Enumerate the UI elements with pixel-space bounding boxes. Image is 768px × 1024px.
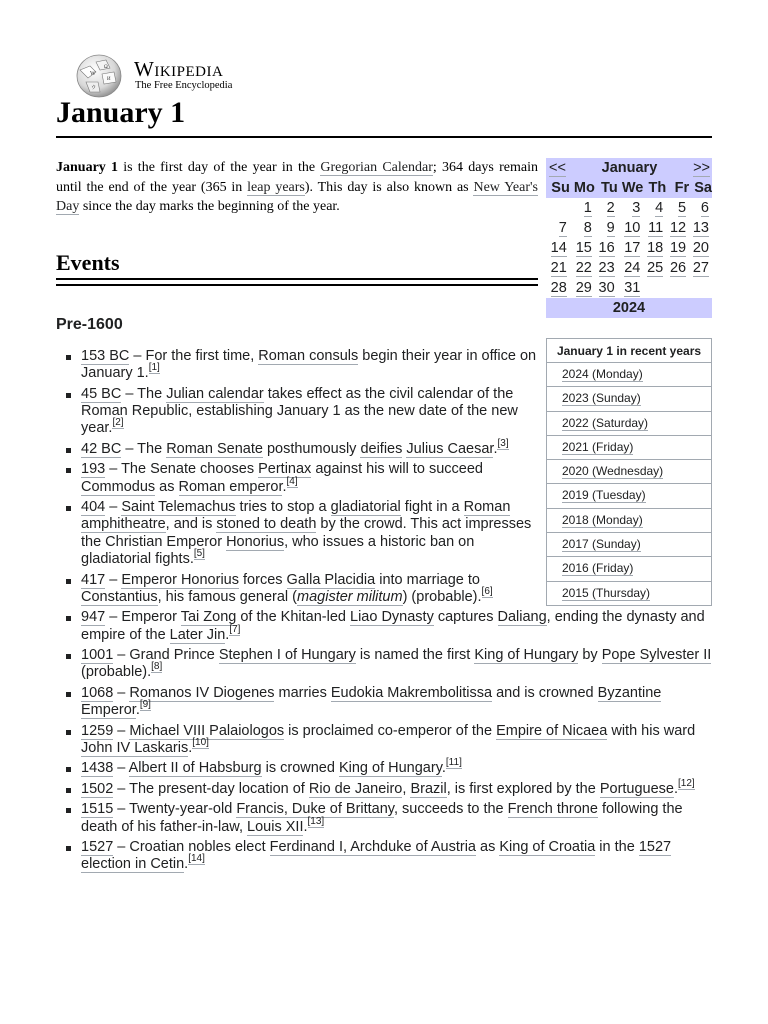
calendar-day[interactable]: [666, 218, 689, 238]
citation-link[interactable]: [7]: [229, 623, 241, 635]
calendar-year-row: [546, 298, 712, 318]
citation-link[interactable]: [1]: [148, 362, 160, 374]
event-item: [56, 348, 541, 383]
recent-year-link[interactable]: 2017 (Sunday): [562, 537, 641, 552]
event-item: [56, 777, 712, 798]
calendar-day[interactable]: [689, 218, 712, 238]
citation-link[interactable]: [10]: [192, 736, 209, 748]
event-text: 404 – Saint Telemachus tries to stop a gladiatorial fight in a Roman amphitheatre, and is stoned to death by the crowd. This act impresses the Christian Emperor Honorius, who issues a historic ban on gladiatorial fights.[5]: [81, 499, 532, 568]
day-link[interactable]: 30: [598, 280, 615, 296]
svg-text:И: И: [107, 77, 111, 82]
page-title: January 1: [56, 96, 186, 129]
article-link[interactable]: Stephen I of Hungary: [218, 647, 356, 664]
article-link[interactable]: Later Jin: [169, 626, 226, 643]
intro-text-2: ; 364 days remain until the end of the year (365 in: [56, 160, 538, 195]
article-link[interactable]: King of Croatia: [499, 839, 596, 856]
article-link[interactable]: 1527 election in Cetin: [81, 839, 672, 873]
title-divider: [56, 136, 712, 138]
svg-text:Ω: Ω: [104, 65, 108, 70]
article-link[interactable]: Roman amphitheatre: [81, 499, 511, 533]
weekday-label: Sa: [689, 178, 712, 198]
article-link[interactable]: 404: [81, 499, 106, 516]
calendar-next-month-link[interactable]: [689, 158, 712, 178]
events-heading: Events: [56, 250, 120, 275]
calendar-day[interactable]: [689, 258, 712, 278]
calendar-weekday-row: [546, 178, 712, 198]
calendar-year-link[interactable]: 2024: [546, 298, 712, 318]
weekday-label: Su: [546, 178, 570, 198]
article-link[interactable]: 1068: [81, 684, 114, 701]
article-link[interactable]: Julian calendar: [166, 385, 264, 402]
calendar-day[interactable]: [666, 258, 689, 278]
article-link[interactable]: 1001: [81, 647, 114, 664]
calendar-week: [546, 218, 712, 238]
article-link[interactable]: Constantius: [81, 588, 158, 605]
calendar-prev-month-link[interactable]: [546, 158, 570, 178]
calendar-day[interactable]: [689, 238, 712, 258]
day-link[interactable]: 15: [575, 240, 592, 256]
month-link[interactable]: January: [601, 160, 658, 176]
article-link[interactable]: Louis XII: [247, 818, 304, 835]
event-text: 153 BC – For the first time, Roman consuls begin their year in office on January 1.[1]: [81, 348, 537, 382]
calendar-day: [666, 278, 689, 298]
article-link[interactable]: 193: [81, 461, 106, 478]
day-link[interactable]: 23: [598, 260, 615, 276]
bullet-icon: [66, 788, 71, 793]
day-link[interactable]: 7: [558, 220, 567, 236]
article-link[interactable]: Empire of Nicaea: [496, 722, 608, 739]
bullet-icon: [66, 616, 71, 621]
event-item: [56, 839, 712, 874]
article-link[interactable]: Albert II of Habsburg: [128, 760, 262, 777]
day-link[interactable]: 11: [648, 220, 664, 236]
event-text: 1068 – Romanos IV Diogenes marries Eudokia Makrembolitissa and is crowned Byzantine Emperor.[9]: [81, 684, 662, 719]
day-link[interactable]: 5: [678, 200, 687, 216]
month-calendar: [546, 158, 712, 318]
event-text: 193 – The Senate chooses Pertinax against his will to succeed Commodus as Roman emperor.[4]: [81, 461, 483, 495]
article-link[interactable]: Roman consuls: [258, 348, 359, 364]
article-link[interactable]: Galla Placidia: [286, 571, 376, 588]
svg-text:ウ: ウ: [91, 86, 97, 91]
event-item: [56, 723, 712, 758]
calendar-day[interactable]: [689, 198, 712, 218]
day-link[interactable]: 19: [669, 240, 687, 256]
day-link[interactable]: 28: [550, 280, 567, 296]
recent-year-item: [547, 411, 711, 435]
recent-year-item: [547, 386, 711, 410]
pre-1600-heading: Pre-1600: [56, 316, 123, 333]
svg-text:W: W: [90, 71, 96, 77]
recent-year-link[interactable]: 2021 (Friday): [562, 439, 634, 454]
citation-link[interactable]: [9]: [139, 699, 151, 711]
calendar-day[interactable]: [570, 198, 595, 218]
event-text: 417 – Emperor Honorius forces Galla Placidia into marriage to Constantius, his famous general (magister militum) (probable).[6]: [81, 571, 493, 605]
wikipedia-globe-icon[interactable]: [72, 52, 124, 98]
event-text: 42 BC – The Roman Senate posthumously deifies Julius Caesar.[3]: [81, 437, 509, 457]
intro-text-4: since the day marks the beginning of the year.: [79, 199, 340, 215]
day-link[interactable]: 21: [550, 260, 567, 276]
calendar-day[interactable]: [618, 218, 644, 238]
next-month-link[interactable]: >>: [693, 160, 710, 176]
weekday-label: Mo: [570, 178, 595, 198]
recent-years-box: [546, 338, 712, 606]
event-item: [56, 609, 712, 644]
article-link[interactable]: Roman Senate: [166, 440, 263, 457]
recent-year-link[interactable]: 2024 (Monday): [562, 367, 643, 381]
recent-year-link[interactable]: 2022 (Saturday): [562, 415, 649, 430]
day-link[interactable]: 18: [647, 240, 664, 256]
bullet-icon: [66, 448, 71, 453]
calendar-week: [546, 258, 712, 278]
bullet-icon: [66, 654, 71, 659]
calendar-day[interactable]: [570, 278, 595, 298]
calendar-week: [546, 278, 712, 298]
calendar-day[interactable]: [618, 238, 644, 258]
article-link[interactable]: 45 BC: [81, 385, 122, 402]
link-gregorian-calendar[interactable]: Gregorian Calendar: [320, 160, 433, 175]
article-link[interactable]: Commodus: [81, 478, 156, 495]
day-link[interactable]: 22: [575, 260, 592, 276]
bullet-icon: [66, 730, 71, 735]
citation-link[interactable]: [8]: [151, 661, 163, 673]
weekday-label: We: [618, 178, 644, 198]
event-text: 1438 – Albert II of Habsburg is crowned King of Hungary.[11]: [81, 757, 462, 777]
calendar-day[interactable]: [643, 238, 666, 258]
article-link[interactable]: Francis, Duke of Brittany: [236, 801, 394, 818]
citation-link[interactable]: [13]: [307, 815, 325, 827]
calendar-day[interactable]: [643, 198, 666, 218]
calendar-week: [546, 238, 712, 258]
day-link[interactable]: 10: [624, 220, 641, 236]
calendar-days: [546, 198, 712, 298]
recent-years-list: [547, 362, 711, 605]
calendar-day[interactable]: [570, 218, 595, 238]
recent-year-item: [547, 435, 711, 459]
calendar-header: [546, 158, 712, 178]
day-link[interactable]: 9: [606, 220, 615, 236]
day-link[interactable]: 17: [624, 240, 641, 256]
article-link[interactable]: 42 BC: [81, 440, 122, 457]
article-link[interactable]: Pope Sylvester II: [601, 647, 712, 664]
calendar-day[interactable]: [666, 198, 689, 218]
link-new-years-day[interactable]: New Year's Day: [56, 179, 538, 215]
calendar-day[interactable]: [570, 238, 595, 258]
bullet-icon: [66, 808, 71, 813]
event-text: 1515 – Twenty-year-old Francis, Duke of Brittany, succeeds to the French throne following the death of his father-in-law, Louis XII.[13]: [81, 801, 683, 835]
day-link[interactable]: 8: [583, 220, 592, 236]
article-link[interactable]: Saint Telemachus: [121, 499, 236, 516]
recent-year-item: [547, 532, 711, 556]
article-link[interactable]: Brazil: [410, 780, 447, 797]
calendar-day[interactable]: [595, 258, 618, 278]
day-link[interactable]: 24: [624, 260, 641, 276]
recent-year-link[interactable]: 2016 (Friday): [562, 561, 634, 576]
wikipedia-tagline: The Free Encyclopedia: [135, 80, 233, 91]
article-link[interactable]: Julius Caesar: [406, 440, 494, 457]
day-link[interactable]: 12: [669, 220, 687, 236]
article-link[interactable]: 1438: [81, 760, 114, 777]
bullet-icon: [66, 468, 71, 473]
citation-link[interactable]: [3]: [497, 437, 509, 449]
article-link[interactable]: Pertinax: [258, 461, 312, 478]
calendar-day[interactable]: [666, 238, 689, 258]
article-link[interactable]: 947: [81, 609, 106, 626]
calendar-day: [546, 198, 570, 218]
event-item: [56, 499, 541, 568]
event-item: [56, 647, 712, 682]
event-item: [56, 757, 712, 777]
bullet-icon: [66, 393, 71, 398]
day-link[interactable]: 31: [624, 280, 641, 296]
event-item: [56, 801, 712, 836]
event-item: [56, 461, 541, 496]
day-link[interactable]: 1: [583, 200, 592, 216]
calendar-day[interactable]: [618, 278, 644, 298]
intro-bold-subject: January 1: [56, 160, 119, 175]
event-item: [56, 386, 541, 438]
calendar-day[interactable]: [546, 258, 570, 278]
recent-year-item: [547, 508, 711, 532]
event-text: 1001 – Grand Prince Stephen I of Hungary is named the first King of Hungary by Pope Sylvester II (probable).[8]: [81, 647, 712, 681]
citation-link[interactable]: [12]: [678, 777, 695, 789]
events-divider-2: [56, 284, 538, 286]
recent-year-link[interactable]: 2018 (Monday): [562, 512, 643, 527]
article-link[interactable]: Roman emperor: [178, 478, 283, 495]
recent-year-item: [547, 556, 711, 580]
citation-link[interactable]: [2]: [112, 417, 124, 429]
calendar-week: [546, 198, 712, 218]
article-link[interactable]: 1527: [81, 839, 114, 856]
article-link[interactable]: Daliang: [497, 609, 547, 626]
calendar-day[interactable]: [643, 218, 666, 238]
article-link[interactable]: gladiatorial: [330, 499, 401, 516]
article-link[interactable]: 1515: [81, 801, 114, 818]
recent-years-title: January 1 in recent years: [556, 344, 702, 358]
article-link[interactable]: Rio de Janeiro: [308, 780, 403, 797]
calendar-day: [643, 278, 666, 298]
article-link[interactable]: Tai Zong: [180, 609, 237, 626]
recent-year-link[interactable]: 2015 (Thursday): [562, 585, 651, 600]
event-text: 45 BC – The Julian calendar takes effect as the civil calendar of the Roman Republic, establishing January 1 as the new date of the new year.[2]: [81, 385, 518, 437]
article-link[interactable]: Romanos IV Diogenes: [129, 684, 275, 701]
day-link[interactable]: 13: [692, 220, 709, 236]
article-link[interactable]: King of Hungary: [338, 760, 442, 777]
article-link[interactable]: John IV Laskaris: [81, 739, 189, 756]
article-link[interactable]: Honorius: [226, 533, 285, 550]
article-link[interactable]: Michael VIII Palaiologos: [129, 722, 285, 739]
recent-year-item: [547, 483, 711, 507]
bullet-icon: [66, 355, 71, 360]
calendar-day[interactable]: [546, 278, 570, 298]
article-link[interactable]: Eudokia Makrembolitissa: [330, 684, 493, 701]
event-text: 1527 – Croatian nobles elect Ferdinand I, Archduke of Austria as King of Croatia in the 1527 election in Cetin.[14]: [81, 839, 672, 873]
bullet-icon: [66, 579, 71, 584]
citation-link[interactable]: [6]: [481, 585, 493, 597]
day-link[interactable]: 29: [575, 280, 592, 296]
article-link[interactable]: Liao Dynasty: [350, 609, 434, 626]
calendar-day: [689, 278, 712, 298]
day-link[interactable]: 27: [692, 260, 709, 276]
calendar-day[interactable]: [595, 278, 618, 298]
day-link[interactable]: 2: [606, 200, 615, 216]
events-divider: [56, 278, 538, 280]
citation-link[interactable]: [5]: [193, 548, 205, 560]
citation-link[interactable]: [11]: [445, 757, 462, 769]
article-link[interactable]: Emperor Honorius: [121, 571, 239, 588]
citation-link[interactable]: [4]: [286, 475, 298, 487]
event-item: [56, 437, 541, 458]
article-link[interactable]: deifies: [360, 440, 403, 457]
calendar-day[interactable]: [595, 218, 618, 238]
article-link[interactable]: 1502: [81, 780, 114, 797]
intro-text-3: ). This day is also known as: [304, 179, 474, 195]
bullet-icon: [66, 767, 71, 772]
day-link[interactable]: 6: [700, 200, 709, 216]
event-text: 947 – Emperor Tai Zong of the Khitan-led Liao Dynasty captures Daliang, ending the dynasty and empire of the Later Jin.[7]: [81, 609, 705, 643]
bullet-icon: [66, 692, 71, 697]
calendar-day[interactable]: [595, 198, 618, 218]
day-link[interactable]: 20: [692, 240, 709, 256]
calendar-month-title[interactable]: [570, 158, 689, 178]
calendar-day[interactable]: [595, 238, 618, 258]
weekday-label: Fr: [666, 178, 689, 198]
article-link[interactable]: King of Hungary: [474, 647, 579, 664]
article-link[interactable]: stoned to death: [216, 516, 317, 533]
event-item: [56, 685, 712, 720]
day-link[interactable]: 14: [550, 240, 567, 256]
calendar-day[interactable]: [643, 258, 666, 278]
article-link[interactable]: Ferdinand I, Archduke of Austria: [269, 839, 476, 856]
article-link[interactable]: 417: [81, 571, 106, 588]
recent-year-link[interactable]: 2023 (Sunday): [562, 391, 641, 406]
wikipedia-wordmark[interactable]: Wikipedia: [134, 57, 224, 81]
calendar-day[interactable]: [618, 198, 644, 218]
day-link[interactable]: 16: [598, 240, 615, 256]
article-link[interactable]: magister militum: [297, 588, 403, 605]
recent-year-item: [547, 362, 711, 386]
intro-text-1: is the first day of the year in the: [118, 160, 321, 175]
bullet-icon: [66, 506, 71, 511]
article-link[interactable]: 153 BC: [81, 348, 130, 364]
citation-link[interactable]: [14]: [188, 853, 205, 865]
event-text: 1259 – Michael VIII Palaiologos is proclaimed co-emperor of the Empire of Nicaea with his ward John IV Laskaris.[10]: [81, 722, 696, 756]
article-link[interactable]: Portuguese: [599, 780, 674, 797]
day-link[interactable]: 4: [655, 200, 664, 216]
article-link[interactable]: 1259: [81, 722, 114, 739]
calendar-day[interactable]: [570, 258, 595, 278]
day-link[interactable]: 26: [669, 260, 687, 276]
recent-year-item: [547, 459, 711, 483]
calendar-day[interactable]: [618, 258, 644, 278]
event-text: 1502 – The present-day location of Rio de Janeiro, Brazil, is first explored by the Portuguese.[12]: [81, 777, 695, 797]
link-leap-years[interactable]: leap years: [247, 179, 305, 195]
prev-month-link[interactable]: <<: [549, 160, 566, 176]
calendar-day[interactable]: [546, 238, 570, 258]
day-link[interactable]: 3: [632, 200, 641, 216]
day-link[interactable]: 25: [647, 260, 664, 276]
bullet-icon: [66, 846, 71, 851]
weekday-label: Tu: [595, 178, 618, 198]
recent-year-link[interactable]: 2020 (Wednesday): [562, 464, 664, 479]
recent-year-item: [547, 581, 711, 605]
weekday-label: Th: [643, 178, 666, 198]
recent-year-link[interactable]: 2019 (Tuesday): [562, 488, 646, 503]
intro-paragraph: [56, 158, 538, 217]
calendar-day[interactable]: [546, 218, 570, 238]
event-item: [56, 572, 541, 607]
article-link[interactable]: French throne: [507, 801, 598, 818]
article-link[interactable]: Byzantine Emperor: [81, 684, 662, 719]
